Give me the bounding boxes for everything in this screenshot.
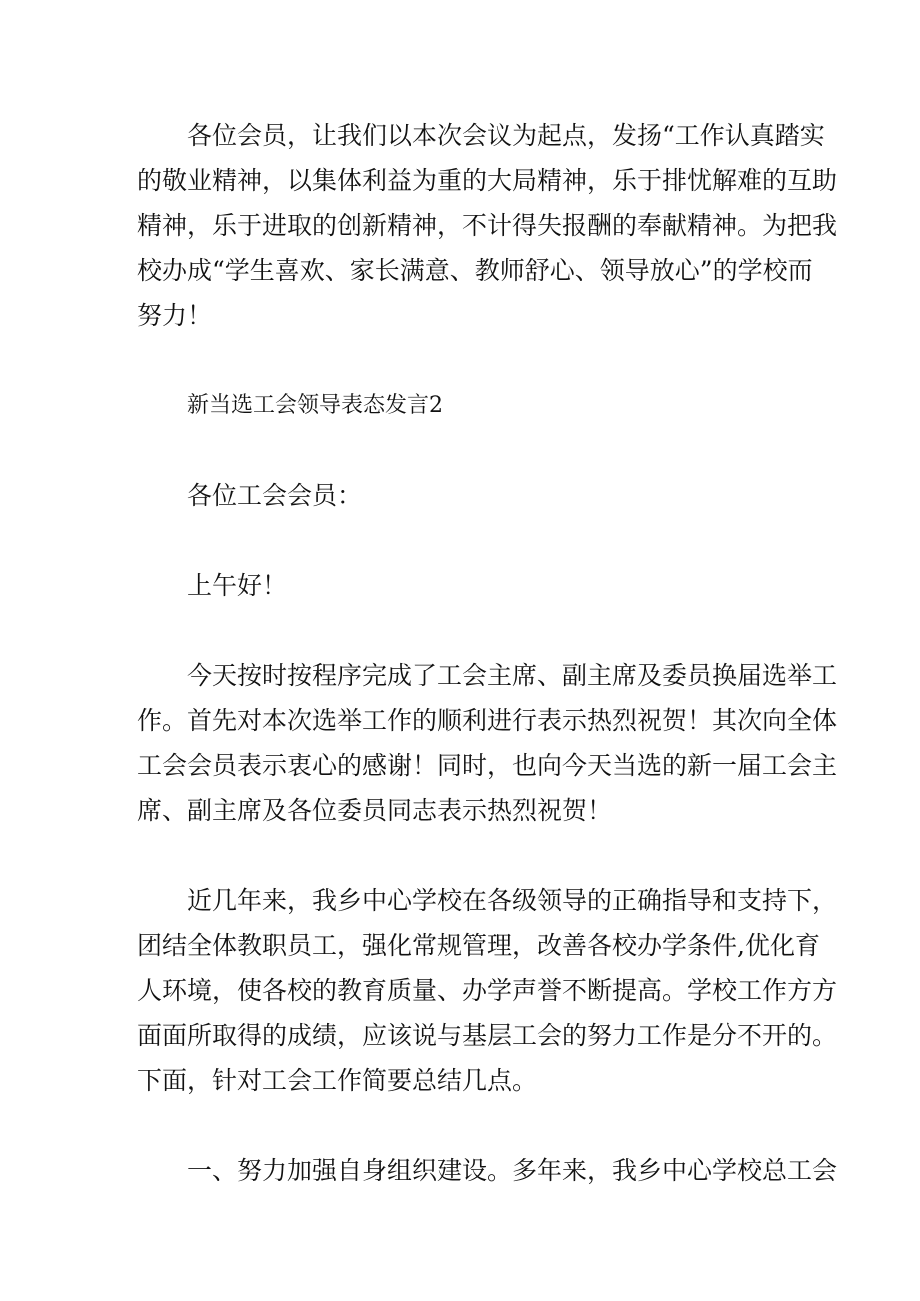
text-line: 近几年来，我乡中心学校在各级领导的正确指导和支持下， [187,886,838,915]
text-line: 今天按时按程序完成了工会主席、副主席及委员换届选举工 [187,661,838,690]
greeting-text: 上午好！ [187,571,288,600]
greeting [137,563,807,608]
salutation [137,473,807,518]
paragraph-point-one [137,1148,838,1193]
text-line: 的敬业精神，以集体利益为重的大局精神，乐于排忧解难的互助 [137,166,838,195]
text-line: 下面，针对工会工作简要总结几点。 [137,1066,538,1095]
paragraph-closing-appeal [137,113,838,338]
section-heading [137,383,807,428]
text-line: 工会会员表示衷心的感谢！同时，也向今天当选的新一届工会主 [137,751,838,780]
paragraph-achievements [137,878,838,1103]
text-line: 团结全体教职员工，强化常规管理，改善各校办学条件,优化育 [137,931,820,960]
text-line: 各位会员，让我们以本次会议为起点，发扬“工作认真踏实 [187,121,825,150]
document-body [137,113,838,1193]
text-line: 作。首先对本次选举工作的顺利进行表示热烈祝贺！其次向全体 [137,706,838,735]
text-line: 一、努力加强自身组织建设。多年来，我乡中心学校总工会 [187,1156,838,1185]
text-line: 席、副主席及各位委员同志表示热烈祝贺！ [137,796,613,825]
text-line: 精神，乐于进取的创新精神，不计得失报酬的奉献精神。为把我 [137,211,838,240]
text-line: 人环境，使各校的教育质量、办学声誉不断提高。学校工作方方 [137,976,838,1005]
text-line: 校办成“学生喜欢、家长满意、教师舒心、领导放心”的学校而 [137,256,813,285]
salutation-text: 各位工会会员： [187,481,363,510]
paragraph-election [137,653,838,833]
text-line: 面面所取得的成绩，应该说与基层工会的努力工作是分不开的。 [137,1021,838,1050]
heading-text: 新当选工会领导表态发言2 [187,393,443,418]
text-line: 努力！ [137,301,213,330]
